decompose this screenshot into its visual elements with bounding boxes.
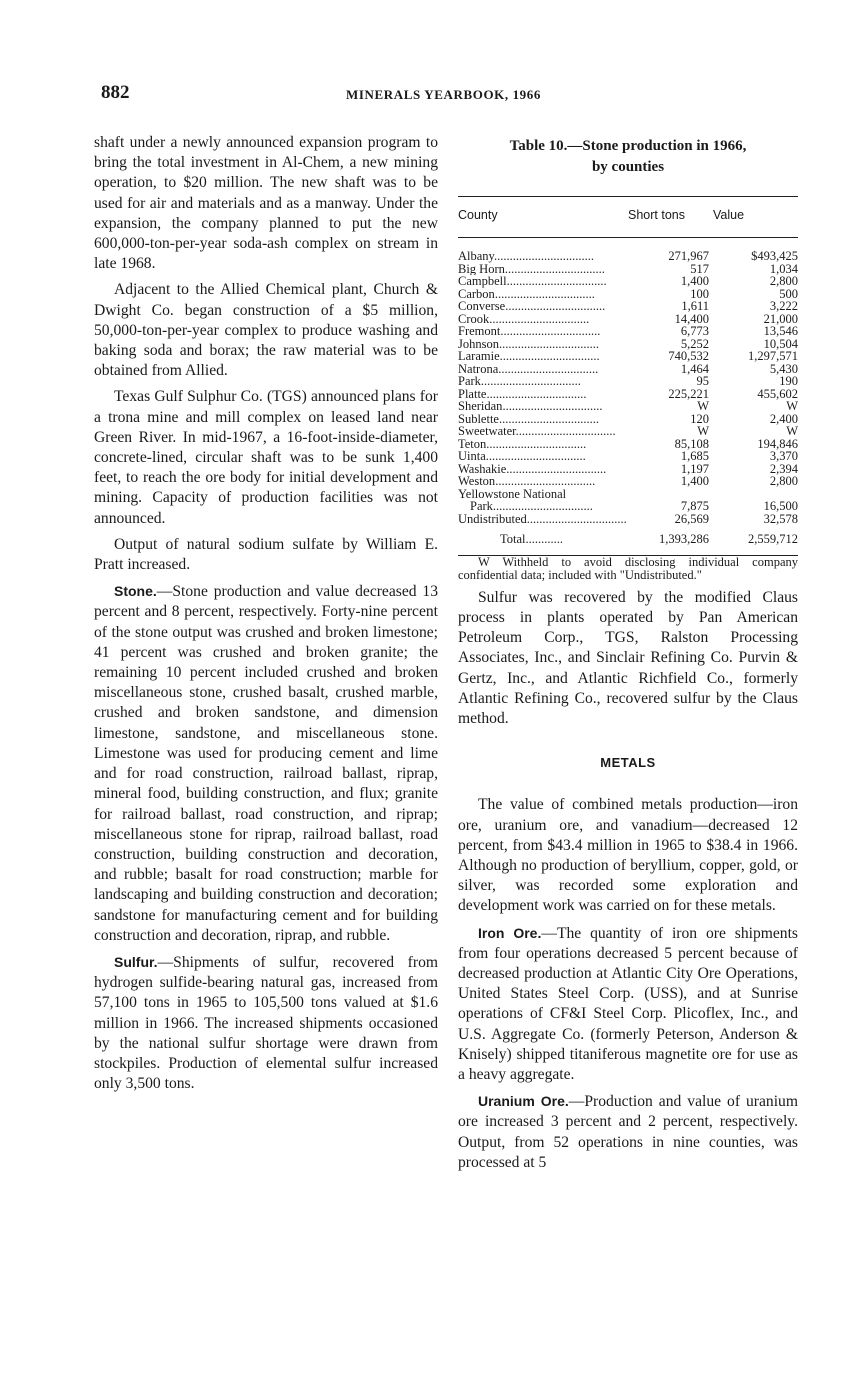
table-body <box>458 238 798 556</box>
tons-cell: W <box>697 399 709 414</box>
table-row <box>458 263 798 276</box>
tons-cell: 271,967 <box>668 249 709 264</box>
iron-ore-text: —The quantity of iron ore shipments from four operations decreased 5 percent because of decreased production at Atlantic City Ore Operations, United States Steel Corp. (USS), and at Sunrise operations of CF&I Steel Corp. Plicoflex, Inc., and U.S. Aggregate Co. (formerly Peterson, Anderson & Knisely) shipped titaniferous magnetite ore for use as a heavy aggregate. <box>458 924 798 1083</box>
tons-cell: 14,400 <box>674 311 709 326</box>
value-cell: 2,800 <box>769 474 798 489</box>
column-header-county: County <box>458 197 628 238</box>
county-name: Sublette <box>458 412 499 426</box>
leader-dots: ................................ <box>486 387 587 401</box>
table-caption <box>458 136 798 178</box>
county-name: Natrona <box>458 362 499 376</box>
tons-cell: 1,685 <box>680 449 709 464</box>
county-cell <box>458 400 628 413</box>
county-name: Sweetwater <box>458 425 516 438</box>
tons-cell: 5,252 <box>680 336 709 351</box>
county-name: Weston <box>458 475 496 488</box>
value-cell: 2,400 <box>769 411 798 426</box>
paragraph: Adjacent to the Allied Chemical plant, Church & Dwight Co. began construction of a $5 million, 50,000-ton-per-year complex to produce washing and baking soda and borax; the raw material was to be obtained from Allied. <box>94 281 438 380</box>
table-row <box>458 350 798 363</box>
county-cell <box>458 450 628 463</box>
paragraph: Output of natural sodium sulfate by William E. Pratt increased. <box>94 535 438 574</box>
county-cell <box>458 438 628 451</box>
section-heading-metals: METALS <box>600 755 656 771</box>
tons-cell: 1,393,286 <box>628 525 713 555</box>
county-cell <box>458 325 628 338</box>
leader-dots: ................................ <box>499 350 600 363</box>
county-name: Campbell <box>458 275 507 288</box>
leader-dots: ................................ <box>489 312 590 326</box>
county-cell <box>458 513 628 526</box>
tons-cell: 225,221 <box>668 386 709 401</box>
tons-cell: 6,773 <box>680 324 709 339</box>
table-footnote: W Withheld to avoid disclosing individual company confidential data; included with "Undistributed." <box>458 554 798 582</box>
county-name: Fremont <box>458 325 501 338</box>
leader-dots: ................................ <box>480 375 581 388</box>
county-cell <box>458 350 628 363</box>
stone-paragraph <box>94 581 438 946</box>
table-row <box>458 463 798 476</box>
paragraph: Sulfur was recovered by the modified Claus process in plants operated by Pan American Petroleum Corp., TGS, Ralston Processing Associates, Inc., and Sinclair Refining Co. Purvin & Gertz, Inc., and Atlantic Richfield Co., formerly Atlantic Refining Co., recovered sulfur by the Claus method. <box>458 588 798 727</box>
leader-dots: ............ <box>525 532 564 547</box>
table-row <box>458 450 798 463</box>
leader-dots: ................................ <box>498 362 599 376</box>
value-cell: 500 <box>779 286 798 301</box>
stone-production-table <box>458 196 798 556</box>
stone-heading: Stone. <box>114 583 157 600</box>
value-cell: 455,602 <box>757 386 798 401</box>
tons-cell: 1,197 <box>680 461 709 476</box>
county-cell: Yellowstone National <box>458 487 567 501</box>
county-name: Big Horn <box>458 262 505 276</box>
tons-cell: W <box>697 424 709 439</box>
leader-dots: ................................ <box>526 512 627 526</box>
value-cell: 32,578 <box>763 511 798 526</box>
leader-dots: ................................ <box>504 262 605 276</box>
county-cell <box>458 375 628 388</box>
county-cell <box>458 413 628 426</box>
tons-cell: 95 <box>696 374 709 389</box>
value-cell: 1,034 <box>769 261 798 276</box>
county-name: Washakie <box>458 462 507 476</box>
table-row <box>458 238 798 263</box>
value-cell: 21,000 <box>763 311 798 326</box>
total-label: Total <box>500 532 526 547</box>
value-cell: 2,394 <box>769 461 798 476</box>
column-header-value: Value <box>713 197 798 238</box>
county-name: Crook <box>458 312 490 326</box>
sulfur-heading: Sulfur. <box>114 953 158 970</box>
county-name: Park <box>458 375 481 388</box>
table-row <box>458 338 798 351</box>
county-cell <box>458 500 628 513</box>
value-cell: 10,504 <box>763 336 798 351</box>
right-column <box>458 133 798 1179</box>
table-total-row <box>458 525 798 555</box>
county-name: Laramie <box>458 350 500 363</box>
county-cell <box>458 288 628 301</box>
table-row <box>458 275 798 288</box>
county-cell <box>458 525 628 555</box>
county-cell <box>458 263 628 276</box>
table-row <box>458 438 798 451</box>
iron-ore-heading: Iron Ore. <box>478 924 542 941</box>
left-column <box>94 133 438 1100</box>
leader-dots: ................................ <box>506 462 607 476</box>
value-cell: W <box>786 399 798 414</box>
table-row <box>458 475 798 488</box>
county-cell <box>458 238 628 263</box>
paragraph: shaft under a newly announced expansion program to bring the total investment in Al-Chem, a new mining operation, to $20 million. The new shaft was to be used for air and materials and as a manway. Under the expansion, the company planned to put the new 600,000-ton-per-year soda-ash complex on stream in late 1968. <box>94 134 438 273</box>
tons-cell: 1,400 <box>680 474 709 489</box>
tons-cell: 1,464 <box>680 361 709 376</box>
county-cell <box>458 363 628 376</box>
leader-dots: ................................ <box>498 412 599 426</box>
value-cell: 2,800 <box>769 274 798 289</box>
tons-cell: 1,400 <box>680 274 709 289</box>
county-cell <box>458 475 628 488</box>
county-cell <box>458 463 628 476</box>
value-cell: 2,559,712 <box>713 525 798 555</box>
value-cell: 16,500 <box>763 499 798 514</box>
table-caption-line: Table 10.—Stone production in 1966, <box>509 138 747 154</box>
table-row <box>458 513 798 526</box>
tons-cell: 1,611 <box>681 299 709 314</box>
uranium-ore-heading: Uranium Ore. <box>478 1093 569 1110</box>
county-name: Undistributed <box>458 512 527 526</box>
value-cell: 3,370 <box>769 449 798 464</box>
table-row <box>458 388 798 401</box>
county-name: Converse <box>458 300 506 313</box>
uranium-ore-text: —Production and value of uranium ore increased 3 percent and 2 percent, respectively. Output, from 52 operations in nine counties, was processed at 5 <box>458 1093 798 1171</box>
table-row <box>458 425 798 438</box>
county-cell <box>458 388 628 401</box>
table-row <box>458 413 798 426</box>
tons-cell: 517 <box>690 261 709 276</box>
running-title: MINERALS YEARBOOK, 1966 <box>346 87 541 102</box>
county-cell <box>458 275 628 288</box>
county-name: Uinta <box>458 450 486 463</box>
table-row <box>458 363 798 376</box>
paragraph: Texas Gulf Sulphur Co. (TGS) announced plans for a trona mine and mill complex on leased land near Green River. In mid-1967, a 16-foot-inside-diameter, concrete-lined, circular shaft was to be sunk 1,400 feet, to reach the ore body for initial development and mining. Capacity of production facilities was not announced. <box>94 388 438 527</box>
county-name: Park <box>470 500 493 513</box>
county-cell <box>458 425 628 438</box>
tons-cell: 100 <box>690 286 709 301</box>
page-header <box>101 82 803 106</box>
tons-cell: 740,532 <box>668 349 709 364</box>
county-name: Johnson <box>458 337 499 351</box>
tons-cell: 26,569 <box>674 511 709 526</box>
table-row <box>458 500 798 513</box>
county-name: Sheridan <box>458 400 503 413</box>
value-cell: $493,425 <box>751 249 798 264</box>
table-row <box>458 400 798 413</box>
stone-text: —Stone production and value decreased 13 percent and 8 percent, respectively. Forty-nine percent of the stone output was crushed and broken limestone; 41 percent was crushed and broken granite; the remaining 10 percent included crushed and broken miscellaneous stone, crushed basalt, crushed marble, crushed and broken sandstone, and dimension limestone, sandstone, and miscellaneous stone. Limestone was used for producing cement and lime and for road construction, railroad ballast, riprap, mineral food, building construction, and flux; granite for railroad ballast, road construction, and riprap; miscellaneous stone for riprap, railroad ballast, road construction, building construction and decoration, and rubble; basalt for road construction; marble for landscaping and building construction and decoration; sandstone for manufacturing cement and for building construction and decoration, riprap, and rubble. <box>94 583 438 944</box>
county-name: Carbon <box>458 287 495 301</box>
leader-dots: ................................ <box>492 500 593 513</box>
value-cell: 190 <box>779 374 798 389</box>
table-row <box>458 288 798 301</box>
leader-dots: ................................ <box>495 475 596 488</box>
page-number: 882 <box>101 82 130 103</box>
leader-dots: ................................ <box>486 437 587 451</box>
table-row <box>458 375 798 388</box>
leader-dots: ................................ <box>506 275 607 288</box>
paragraph: The value of combined metals production—iron ore, uranium ore, and vanadium—decreased 12 percent, from $43.4 million in 1965 to $38.4 in 1966. Although no production of beryllium, copper, gold, or silver, was recorded some exploration and development work was carried on for these metals. <box>458 796 798 915</box>
sulfur-text: —Shipments of sulfur, recovered from hydrogen sulfide-bearing natural gas, increased from 57,100 tons in 1965 to 105,500 tons valued at $1.6 million in 1966. The increased shipments occasioned by the national sulfur shortage were drawn from stockpiles. Production of elemental sulfur increased only 3,500 tons. <box>94 953 438 1093</box>
leader-dots: ................................ <box>498 337 599 351</box>
table-caption-line: by counties <box>591 159 665 175</box>
tons-cell: 7,875 <box>680 499 709 514</box>
value-cell: 194,846 <box>757 436 798 451</box>
leader-dots: ................................ <box>494 287 595 301</box>
county-cell <box>458 300 628 313</box>
uranium-ore-paragraph <box>458 1091 798 1173</box>
table-row <box>458 488 798 501</box>
column-header-tons: Short tons <box>628 197 713 238</box>
leader-dots: ................................ <box>494 249 594 263</box>
value-cell: 13,546 <box>763 324 798 339</box>
county-name: Platte <box>458 387 487 401</box>
sulfur-paragraph <box>94 952 438 1094</box>
table-header-row <box>458 197 798 238</box>
value-cell: W <box>786 424 798 439</box>
leader-dots: ................................ <box>515 425 616 438</box>
county-name: Albany <box>458 249 494 263</box>
leader-dots: ................................ <box>485 450 586 463</box>
value-cell: 1,297,571 <box>748 349 798 364</box>
tons-cell: 120 <box>690 411 709 426</box>
county-cell <box>458 338 628 351</box>
value-cell: 5,430 <box>769 361 798 376</box>
table-row <box>458 300 798 313</box>
county-name: Teton <box>458 437 487 451</box>
county-cell <box>458 313 628 326</box>
leader-dots: ................................ <box>500 325 601 338</box>
value-cell: 3,222 <box>769 299 798 314</box>
leader-dots: ................................ <box>505 300 606 313</box>
table-row <box>458 325 798 338</box>
table-row <box>458 313 798 326</box>
iron-ore-paragraph <box>458 923 798 1086</box>
tons-cell: 85,108 <box>674 436 709 451</box>
leader-dots: ................................ <box>502 400 603 413</box>
